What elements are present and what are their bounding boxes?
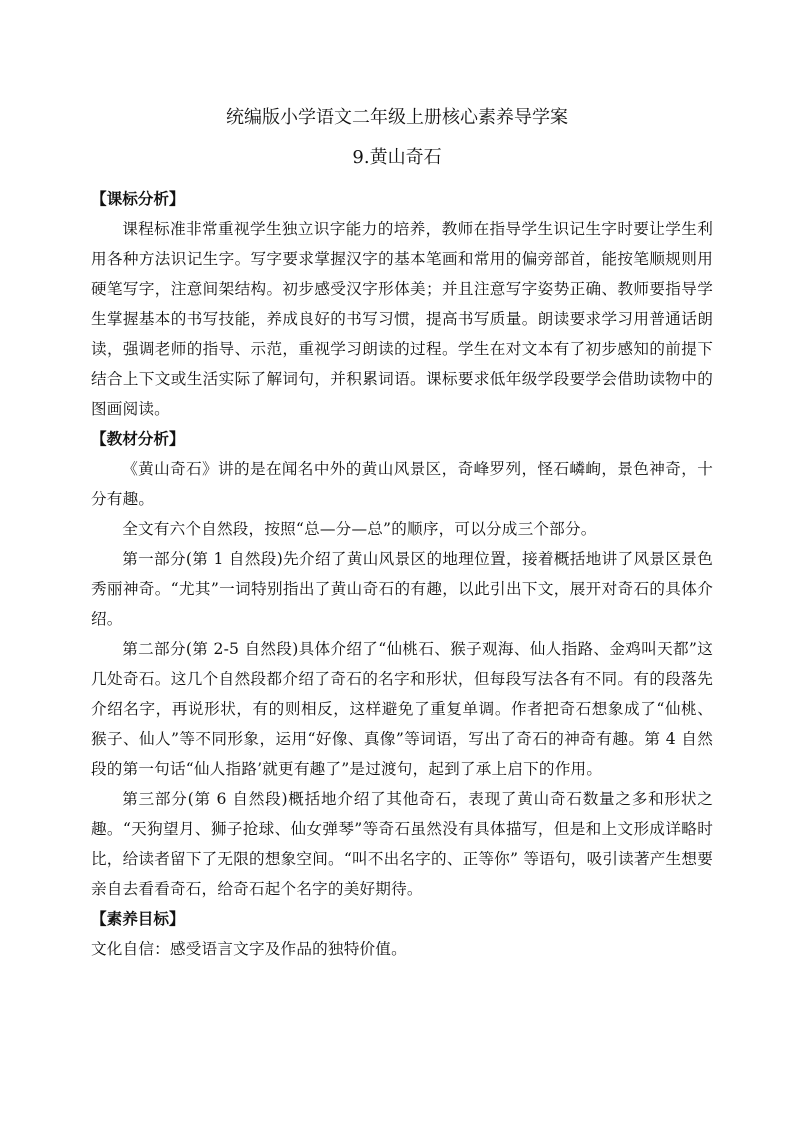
section-heading-curriculum: 【课标分析】: [91, 189, 185, 208]
textbook-paragraph-3: 第一部分(第 1 自然段)先介绍了黄山风景区的地理位置，接着概括地讲了风景区景色秀丽神奇。“尤其”一词特别指出了黄山奇石的有趣，以此引出下文，展开对奇石的具体介绍。: [91, 550, 713, 628]
document-title: 统编版小学语文二年级上册核心素养导学案: [226, 107, 568, 128]
textbook-paragraph-5: 第三部分(第 6 自然段)概括地介绍了其他奇石，表现了黄山奇石数量之多和形状之趣。“天狗望月、狮子抢球、仙女弹琴”等奇石虽然没有具体描写，但是和上文形成详略时比，给读者留下了无限的想象空间。“叫不出名字的、正等你” 等语句，吸引读著产生想要亲自去看看奇石，给奇石起个名字的美好期待。: [91, 790, 713, 898]
section-heading-literacy: 【素养目标】: [91, 909, 185, 928]
document-body: [91, 184, 713, 964]
textbook-paragraph-4: 第二部分(第 2-5 自然段)具体介绍了“仙桃石、猴子观海、仙人指路、金鸡叫天都”这几处奇石。这几个自然段都介绍了奇石的名字和形状，但每段写法各有不同。有的段落先介绍名字，再说形状，有的则相反，这样避免了重复单调。作者把奇石想象成了“仙桃、猴子、仙人”等不同形象，运用“好像、真像”等词语，写出了奇石的神奇有趣。第 4 自然段的第一句话“仙人指路’就更有趣了”是过渡句，起到了承上启下的作用。: [91, 640, 713, 778]
lesson-title: 9.黄山奇石: [352, 147, 442, 168]
literacy-goal-line: 文化自信：感受语言文字及作品的独特价值。: [91, 940, 407, 958]
section-heading-textbook: 【教材分析】: [91, 429, 185, 448]
curriculum-paragraph: 课程标准非常重视学生独立识字能力的培养，教师在指导学生识记生字时要让学生利用各种方法识记生字。写字要求掌握汉字的基本笔画和常用的偏旁部首，能按笔顺规则用硬笔写字，注意间架结构。初步感受汉字形体美；并且注意写字姿势正确、教师要指导学生掌握基本的书写技能，养成良好的书写习惯，提高书写质量。朗读要求学习用普通话朗读，强调老师的指导、示范，重视学习朗读的过程。学生在对文本有了初步感知的前提下结合上下文或生活实际了解词句，并积累词语。课标要求低年级学段要学会借助读物中的图画阅读。: [91, 220, 713, 418]
textbook-paragraph-1: 《黄山奇石》讲的是在闻名中外的黄山风景区，奇峰罗列，怪石嶙峋，景色神奇，十分有趣。: [91, 460, 713, 508]
textbook-paragraph-2: 全文有六个自然段，按照“总—分—总”的顺序，可以分成三个部分。: [122, 520, 597, 538]
